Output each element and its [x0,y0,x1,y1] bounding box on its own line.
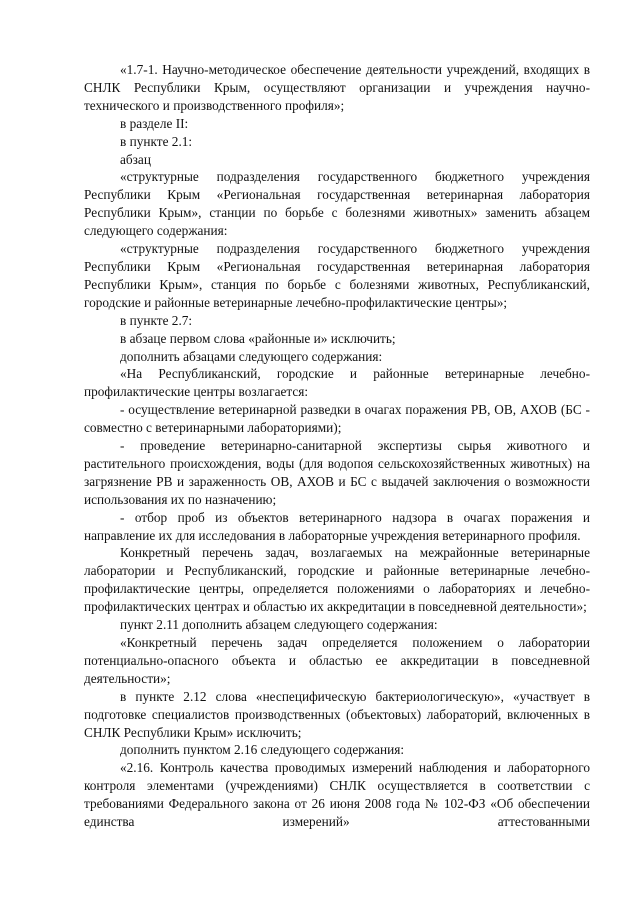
paragraph: - отбор проб из объектов ветеринарного надзора в очагах поражения и направление их для исследования в лабораторные учреждения ветеринарного профиля. [84,509,590,543]
paragraph: абзац [120,151,151,167]
paragraph: в пункте 2.1: [120,133,193,149]
paragraph: «2.16. Контроль качества проводимых измерений наблюдения и лабораторного контроля элементами (учреждениями) СНЛК осуществляется в соответствии с требованиями Федерального закона от 26 июня 2008 года № 102-ФЗ «Об обеспечении единства измерений» аттестованными [84,760,590,830]
paragraph: «Конкретный перечень задач определяется положением о лаборатории потенциально-опасного объекта и областью ее аккредитации в повседневной деятельности»; [84,635,590,686]
paragraph: «структурные подразделения государственного бюджетного учреждения Республики Крым «Региональная государственная ветеринарная лаборатория Республики Крым», станции по борьбе с болезнями животных» заменить абзацем следующего содержания: [84,169,590,239]
document-body [84,61,590,831]
paragraph: - осуществление ветеринарной разведки в очагах поражения РВ, ОВ, АХОВ (БС - совместно с ветеринарными лабораториями); [84,402,590,436]
paragraph: в разделе II: [120,115,189,131]
paragraph: в абзаце первом слова «районные и» исключить; [120,330,396,346]
paragraph: пункт 2.11 дополнить абзацем следующего содержания: [120,617,438,633]
paragraph: - проведение ветеринарно-санитарной экспертизы сырья животного и растительного происхождения, воды (для водопоя сельскохозяйственных животных) на загрязнение РВ и зараженность ОВ, АХОВ и БС с выдачей заключения о возможности использования их по назначению; [84,438,590,507]
paragraph: дополнить пунктом 2.16 следующего содержания: [120,742,405,758]
paragraph: дополнить абзацами следующего содержания: [120,348,383,364]
paragraph: «1.7-1. Научно-методическое обеспечение деятельности учреждений, входящих в СНЛК Республики Крым, осуществляют организации и учреждения научно-технического и производственного профиля»; [84,62,590,113]
paragraph: «На Республиканский, городские и районные ветеринарные лечебно-профилактические центры возлагается: [84,366,590,400]
paragraph: в пункте 2.7: [120,312,193,328]
paragraph: в пункте 2.12 слова «неспецифическую бактериологическую», «участвует в подготовке специалистов производственных (объектовых) лабораторий, включенных в СНЛК Республики Крым» исключить; [84,688,590,740]
paragraph: «структурные подразделения государственного бюджетного учреждения Республики Крым «Региональная государственная ветеринарная лаборатория Республики Крым», станция по борьбе с болезнями животных, Республиканский, городские и районные ветеринарные лечебно-профилактические центры»; [84,241,590,310]
paragraph: Конкретный перечень задач, возлагаемых на межрайонные ветеринарные лаборатории и Республиканский, городские и районные ветеринарные лечебно-профилактические центры, определяется положениями о лабораториях и лечебно-профилактических центрах и областью их аккредитации в повседневной деятельности»; [84,545,590,615]
